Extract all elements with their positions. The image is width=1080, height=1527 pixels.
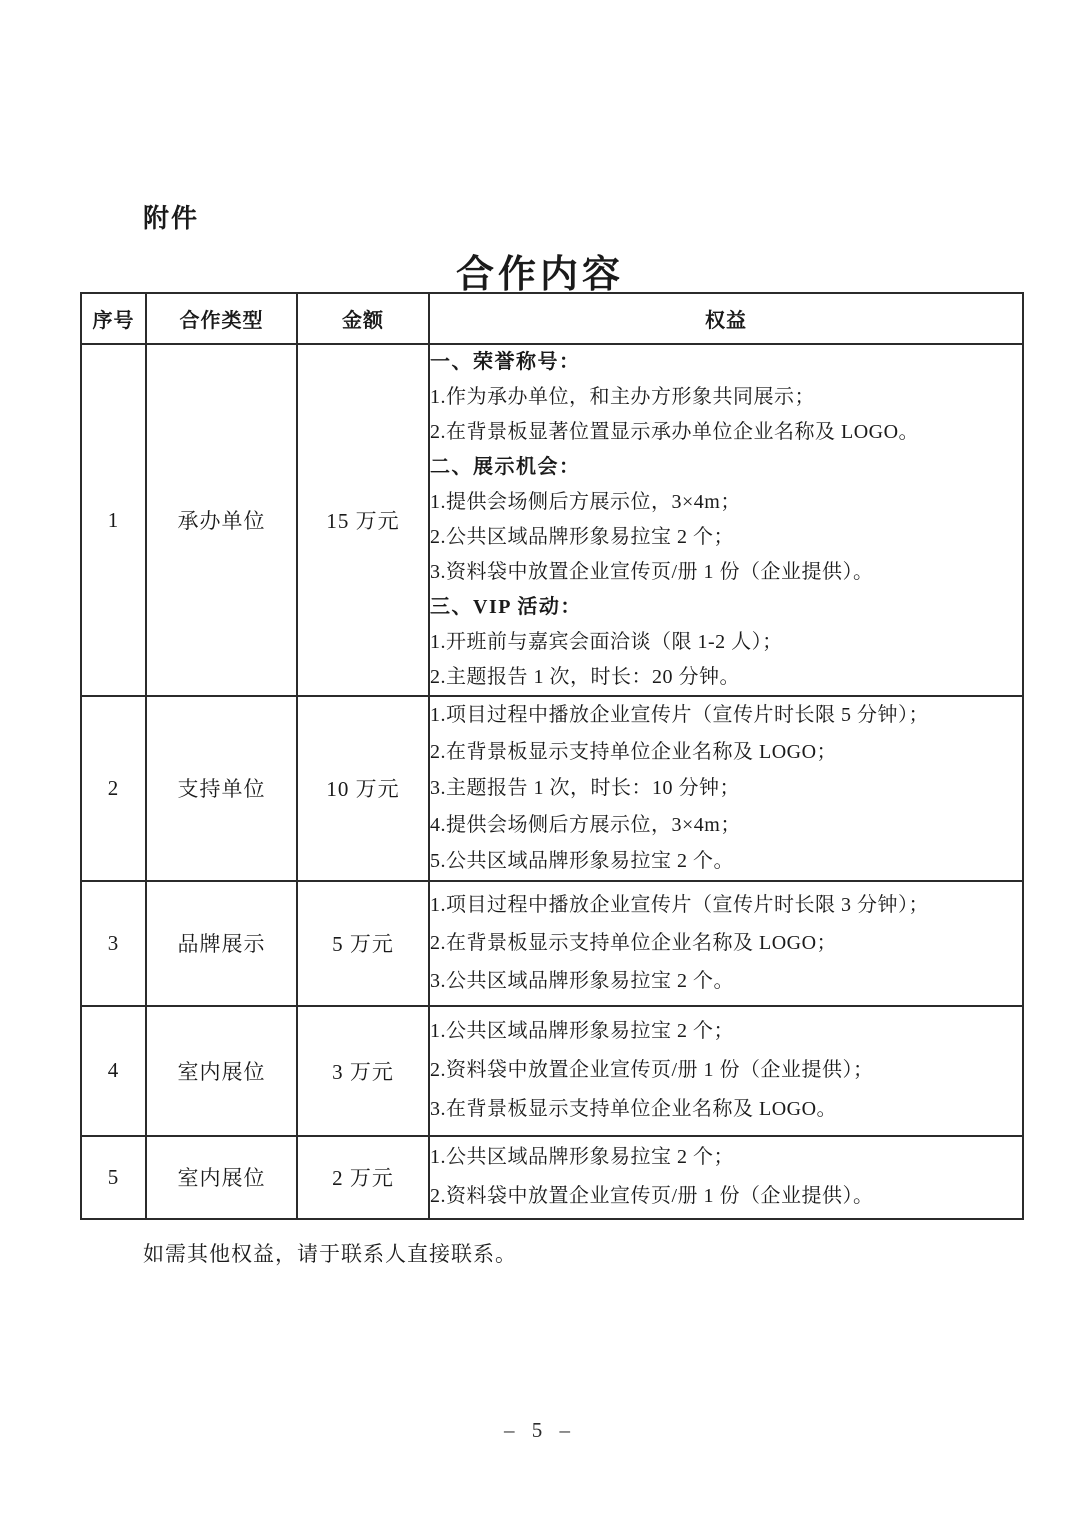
footer-note: 如需其他权益，请于联系人直接联系。: [143, 1242, 517, 1266]
cooperation-type-cell: 承办单位: [146, 344, 297, 696]
attachment-label: 附件: [143, 203, 200, 233]
cooperation-type-cell: 室内展位: [146, 1006, 297, 1136]
table-row: [81, 1006, 1023, 1136]
benefit-line: 3.在背景板显示支持单位企业名称及 LOGO。: [430, 1098, 838, 1120]
cooperation-type-cell: 支持单位: [146, 696, 297, 881]
page-number: – 5 –: [504, 1418, 576, 1442]
benefit-line: 2.资料袋中放置企业宣传页/册 1 份（企业提供）。: [430, 1185, 874, 1207]
amount-cell: 15 万元: [297, 344, 429, 696]
benefit-line: 2.公共区域品牌形象易拉宝 2 个；: [430, 526, 734, 548]
benefit-line: 一、荣誉称号：: [430, 351, 581, 373]
benefits-cell: [429, 1006, 1023, 1136]
benefit-line: 二、展示机会：: [430, 456, 581, 478]
benefit-line: 三、VIP 活动：: [430, 596, 582, 618]
benefit-line: 2.在背景板显著位置显示承办单位企业名称及 LOGO。: [430, 421, 920, 443]
benefit-line: 2.主题报告 1 次，时长：20 分钟。: [430, 666, 740, 688]
benefit-line: 1.公共区域品牌形象易拉宝 2 个；: [430, 1020, 734, 1042]
table-row: [81, 344, 1023, 696]
benefits-cell: [429, 881, 1023, 1006]
benefit-line: 1.公共区域品牌形象易拉宝 2 个；: [430, 1146, 734, 1168]
cooperation-type-cell: 室内展位: [146, 1136, 297, 1219]
benefit-line: 5.公共区域品牌形象易拉宝 2 个。: [430, 850, 734, 872]
benefit-line: 2.在背景板显示支持单位企业名称及 LOGO；: [430, 932, 838, 954]
benefit-line: 4.提供会场侧后方展示位，3×4m；: [430, 813, 741, 836]
table-row: [81, 881, 1023, 1006]
page-title: 合作内容: [455, 254, 624, 296]
benefit-line: 2.在背景板显示支持单位企业名称及 LOGO；: [430, 740, 838, 763]
row-number-cell: 2: [81, 696, 146, 881]
benefit-line: 1.提供会场侧后方展示位，3×4m；: [430, 491, 741, 513]
table-row: [81, 1136, 1023, 1219]
row-number-cell: 1: [81, 344, 146, 696]
amount-cell: 10 万元: [297, 696, 429, 881]
amount-cell: 5 万元: [297, 881, 429, 1006]
amount-cell: 3 万元: [297, 1006, 429, 1136]
cooperation-table: [80, 292, 1024, 1220]
header-no: 序号: [81, 293, 146, 344]
benefits-cell: [429, 344, 1023, 696]
benefit-line: 1.开班前与嘉宾会面洽谈（限 1-2 人）；: [430, 631, 783, 653]
header-amount: 金额: [297, 293, 429, 344]
benefit-line: 3.资料袋中放置企业宣传页/册 1 份（企业提供）。: [430, 561, 874, 583]
benefit-line: 2.资料袋中放置企业宣传页/册 1 份（企业提供）；: [430, 1059, 874, 1081]
benefits-cell: [429, 1136, 1023, 1219]
row-number-cell: 5: [81, 1136, 146, 1219]
table-header-row: [81, 293, 1023, 344]
row-number-cell: 4: [81, 1006, 146, 1136]
amount-cell: 2 万元: [297, 1136, 429, 1219]
benefit-line: 3.主题报告 1 次，时长：10 分钟；: [430, 777, 740, 799]
header-type: 合作类型: [146, 293, 297, 344]
row-number-cell: 3: [81, 881, 146, 1006]
benefit-line: 3.公共区域品牌形象易拉宝 2 个。: [430, 970, 734, 992]
table-row: [81, 696, 1023, 881]
benefits-cell: [429, 696, 1023, 881]
cooperation-type-cell: 品牌展示: [146, 881, 297, 1006]
benefit-line: 1.项目过程中播放企业宣传片（宣传片时长限 3 分钟）；: [430, 894, 929, 916]
benefit-line: 1.作为承办单位，和主办方形象共同展示；: [430, 386, 815, 408]
benefit-line: 1.项目过程中播放企业宣传片（宣传片时长限 5 分钟）；: [430, 704, 929, 726]
header-benefits: 权益: [429, 293, 1023, 344]
